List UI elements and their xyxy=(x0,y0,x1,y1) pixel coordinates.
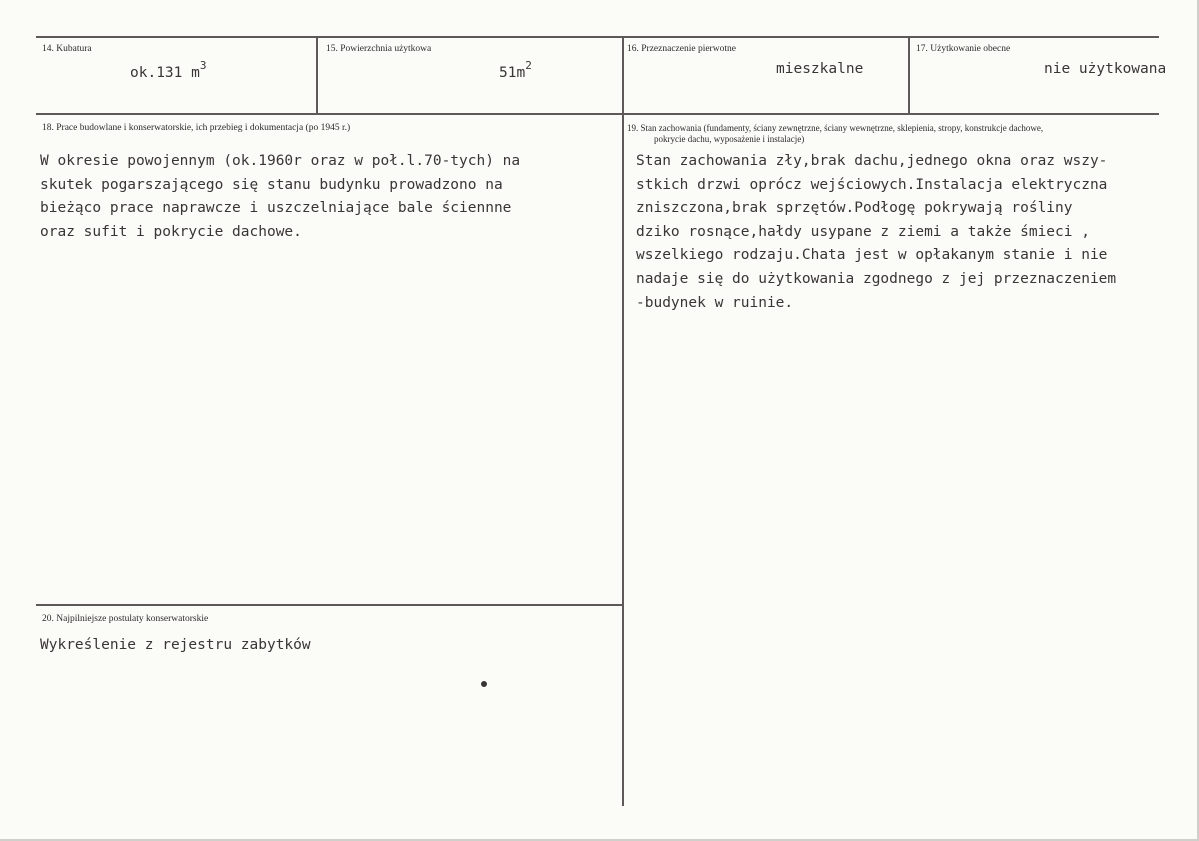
field-18-line: W okresie powojennym (ok.1960r oraz w poł.l.70-tych) na xyxy=(40,153,521,169)
divider-14-15 xyxy=(316,36,318,115)
field-15-value xyxy=(499,61,532,81)
field-14-value xyxy=(130,61,206,81)
field-19-label xyxy=(627,123,1167,145)
field-19-text xyxy=(636,150,1116,315)
field-19-line: dziko rosnące,hałdy usypane z ziemi a także śmieci , xyxy=(636,223,1090,240)
field-19-label-line: 19. Stan zachowania (fundamenty, ściany zewnętrzne, ściany wewnętrzne, sklepienia, stropy, konstrukcje dachowe, xyxy=(627,123,1044,133)
field-20-value: Wykreślenie z rejestru zabytków xyxy=(40,637,311,653)
field-19-line: zniszczona,brak sprzętów.Podłogę pokrywają rośliny xyxy=(636,200,1073,217)
field-18-line: bieżąco prace naprawcze i uszczelniające bale ściennne xyxy=(40,200,512,217)
field-17-label: 17. Użytkowanie obecne xyxy=(916,44,1011,54)
field-18-line: oraz sufit i pokrycie dachowe. xyxy=(40,223,302,240)
field-19-line: wszelkiego rodzaju.Chata jest w opłakanym stanie i nie xyxy=(636,247,1108,264)
top-rule xyxy=(36,36,1159,38)
field-14-unit-exponent: 3 xyxy=(199,59,207,72)
ink-dot xyxy=(481,681,487,687)
field-14-label: 14. Kubatura xyxy=(42,44,92,54)
field-16-value: mieszkalne xyxy=(776,61,864,77)
field-18-text xyxy=(40,150,520,244)
field-15-value-text: 51m xyxy=(499,64,526,81)
field-16-label: 16. Przeznaczenie pierwotne xyxy=(627,44,736,54)
field-20-label: 20. Najpilniejsze postulaty konserwatorskie xyxy=(42,614,209,624)
field-19-label-line: pokrycie dachu, wyposażenie i instalacje) xyxy=(654,134,805,144)
field-15-label: 15. Powierzchnia użytkowa xyxy=(326,44,432,54)
field-18-line: skutek pogarszającego się stanu budynku prowadzono na xyxy=(40,176,503,193)
field-17-value: nie użytkowana xyxy=(1044,61,1167,77)
field-19-line: Stan zachowania zły,brak dachu,jednego okna oraz wszy- xyxy=(636,153,1108,169)
field-15-unit-exponent: 2 xyxy=(525,59,532,72)
field-19-line: stkich drzwi oprócz wejściowych.Instalacja elektryczna xyxy=(636,176,1108,193)
divider-16-17 xyxy=(908,36,910,115)
center-divider xyxy=(622,36,624,806)
field-19-line: -budynek w ruinie. xyxy=(636,294,794,311)
section20-top-rule xyxy=(36,604,624,606)
field-19-line: nadaje się do użytkowania zgodnego z jej przeznaczeniem xyxy=(636,270,1117,287)
row1-bottom-rule xyxy=(36,113,1159,115)
field-18-label: 18. Prace budowlane i konserwatorskie, ich przebieg i dokumentacja (po 1945 r.) xyxy=(42,123,351,133)
field-14-value-text: ok.131 m xyxy=(130,64,200,81)
